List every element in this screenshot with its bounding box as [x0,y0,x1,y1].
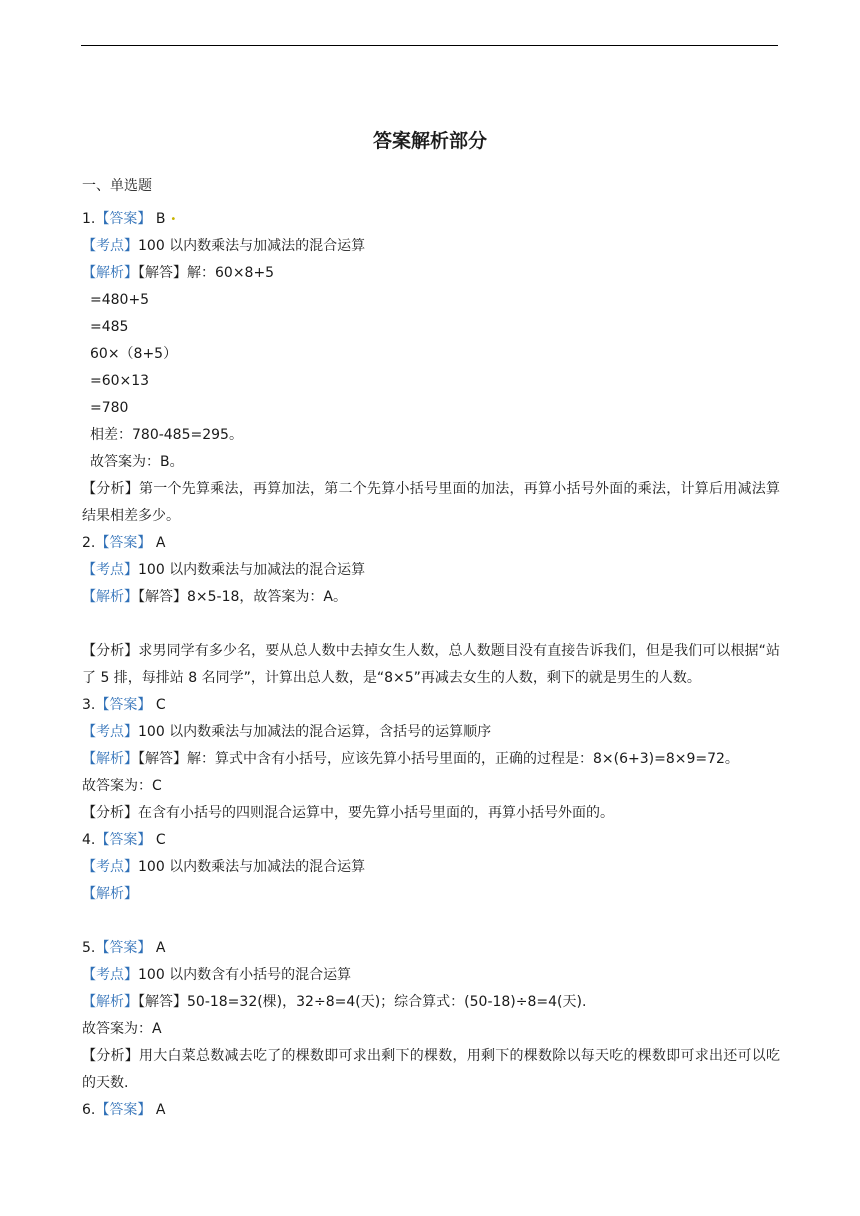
answer-tag: 【答案】 [95,535,152,551]
q6-answer-line [82,1097,780,1124]
answer-tag: 【答案】 [95,832,152,848]
q1-analysis: 【分析】第一个先算乘法，再算加法，第二个先算小括号里面的加法，再算小括号外面的乘法，计算后用减法算结果相差多少。 [82,481,780,524]
q3-kaodian: 100 以内数乘法与加减法的混合运算，含括号的运算顺序 [138,724,492,740]
header-rule [81,45,778,46]
q5-analysis: 【分析】用大白菜总数减去吃了的棵数即可求出剩下的棵数，用剩下的棵数除以每天吃的棵数即可求出还可以吃的天数. [82,1048,780,1091]
q5-conclusion: 故答案为：A [82,1021,162,1037]
kaodian-tag: 【考点】 [82,724,138,740]
q5-answer: A [155,940,166,956]
answer-tag: 【答案】 [95,940,152,956]
q1-step: 故答案为：B。 [90,454,184,470]
q2-analysis: 【分析】求男同学有多少名，要从总人数中去掉女生人数，总人数题目没有直接告诉我们，但是我们可以根据“站了 5 排，每排站 8 名同学”，计算出总人数，是“8×5”再减去女生的人数，剩下的就是男生的人数。 [82,643,780,686]
q3-analysis: 【分析】在含有小括号的四则混合运算中，要先算小括号里面的，再算小括号外面的。 [82,805,614,821]
kaodian-tag: 【考点】 [82,967,138,983]
kaodian-tag: 【考点】 [82,238,138,254]
q4-answer: C [155,832,166,848]
dot-mark-icon: • [170,214,177,225]
blank-line [82,908,780,935]
q2-jiexi: 【解答】8×5-18，故答案为：A。 [138,589,347,605]
q5-jiexi-line [82,989,780,1016]
q1-line1: 60×8+5 [215,265,275,281]
q6-answer: A [155,1102,166,1118]
q1-step: 相差：780-485=295。 [90,427,243,443]
q3-conclusion: 故答案为：C [82,778,162,794]
kaodian-tag: 【考点】 [82,859,138,875]
q1-step: =480+5 [90,292,150,308]
q1-step: =60×13 [90,373,150,389]
q4-number: 4. [82,832,96,848]
q3-kaodian-line [82,719,780,746]
jiexi-tag: 【解析】 [82,751,138,767]
jiexi-tag: 【解析】 [82,589,138,605]
q2-kaodian-line [82,557,780,584]
jiexi-tag: 【解析】 [82,886,138,902]
q4-kaodian: 100 以内数乘法与加减法的混合运算 [138,859,366,875]
blank-line [82,611,780,638]
q1-kaodian: 100 以内数乘法与加减法的混合运算 [138,238,366,254]
q1-kaodian-line [82,233,780,260]
q2-answer: A [155,535,166,551]
q1-jiexi-line [82,260,780,287]
q4-answer-line [82,827,780,854]
q3-jiexi: 【解答】解：算式中含有小括号，应该先算小括号里面的，正确的过程是：8×(6+3)=8×9=72。 [138,751,739,767]
q5-kaodian-line [82,962,780,989]
q1-step: =485 [90,319,129,335]
q1-step: =780 [90,400,129,416]
q1-jiexi-prefix: 【解答】解： [138,265,215,281]
kaodian-tag: 【考点】 [82,562,138,578]
q5-kaodian: 100 以内数含有小括号的混合运算 [138,967,352,983]
q2-jiexi-line [82,584,780,611]
answer-tag: 【答案】 [95,697,152,713]
q1-step: 60×（8+5） [90,346,178,362]
q1-answer-line [82,206,780,233]
answer-content [82,206,780,1124]
jiexi-tag: 【解析】 [82,994,138,1010]
section-heading: 一、单选题 [82,178,152,194]
q3-answer-line [82,692,780,719]
answer-tag: 【答案】 [95,211,152,227]
q6-number: 6. [82,1102,96,1118]
q4-kaodian-line [82,854,780,881]
answer-tag: 【答案】 [95,1102,152,1118]
q3-number: 3. [82,697,96,713]
q3-answer: C [155,697,166,713]
q5-jiexi: 【解答】50-18=32(棵)，32÷8=4(天)；综合算式：(50-18)÷8=4(天). [138,994,587,1010]
q2-answer-line [82,530,780,557]
q3-jiexi-line [82,746,780,773]
q1-answer: B [155,211,166,227]
q4-jiexi-line [82,881,780,908]
q5-number: 5. [82,940,96,956]
q1-number: 1. [82,211,96,227]
q2-number: 2. [82,535,96,551]
page-title: 答案解析部分 [372,130,487,152]
q5-answer-line [82,935,780,962]
q2-kaodian: 100 以内数乘法与加减法的混合运算 [138,562,366,578]
jiexi-tag: 【解析】 [82,265,138,281]
